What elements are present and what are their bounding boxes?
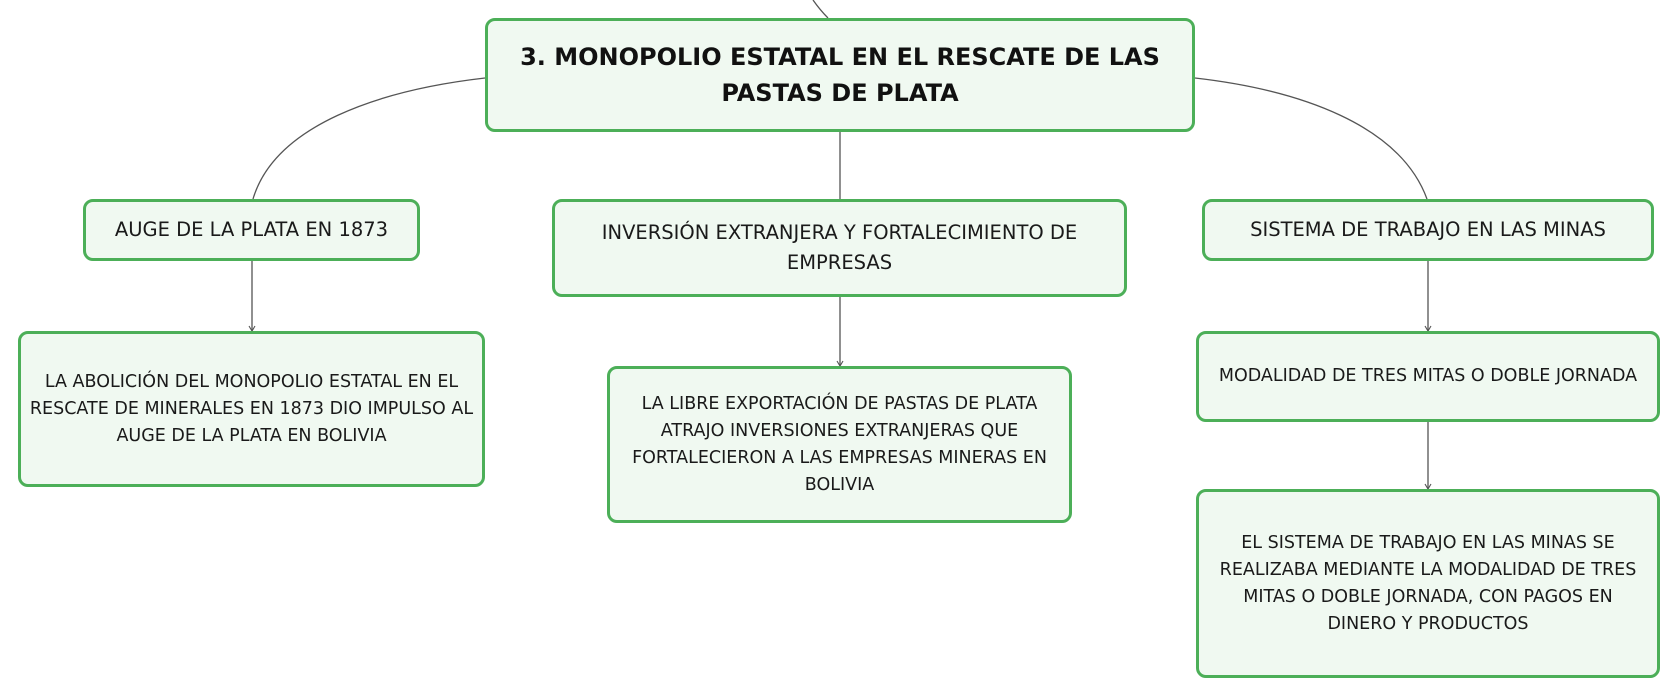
topic-node-auge[interactable] [83,199,420,261]
subtopic-text: MODALIDAD DE TRES MITAS O DOBLE JORNADA [1218,366,1638,386]
subtopic-text: LA LIBRE EXPORTACIÓN DE PASTAS DE PLATA ATRAJO INVERSIONES EXTRANJERAS QUE FORTALECIERON A LAS EMPRESAS MINERAS EN BOLIVIA [632,393,1047,495]
root-topic-node[interactable] [485,18,1195,132]
subtopic-node-modalidad[interactable] [1196,331,1660,422]
topic-node-inversion[interactable] [552,199,1127,297]
subtopic-node-sistema-trabajo[interactable] [1196,489,1660,678]
topic-label: INVERSIÓN EXTRANJERA Y FORTALECIMIENTO DE EMPRESAS [601,221,1078,274]
connector-parent-to-root [813,0,828,18]
topic-label: SISTEMA DE TRABAJO EN LAS MINAS [1250,218,1606,241]
connector-root-to-auge [253,78,485,199]
connector-root-to-sistema [1195,78,1427,199]
root-topic-title: 3. MONOPOLIO ESTATAL EN EL RESCATE DE LAS PASTAS DE PLATA [520,43,1160,107]
subtopic-text: EL SISTEMA DE TRABAJO EN LAS MINAS SE REALIZABA MEDIANTE LA MODALIDAD DE TRES MITAS O DOBLE JORNADA, CON PAGOS EN DINERO Y PRODUCTOS [1219,532,1637,634]
subtopic-node-libre-exportacion[interactable] [607,366,1072,523]
topic-label: AUGE DE LA PLATA EN 1873 [114,218,389,241]
subtopic-text: LA ABOLICIÓN DEL MONOPOLIO ESTATAL EN EL RESCATE DE MINERALES EN 1873 DIO IMPULSO AL AUGE DE LA PLATA EN BOLIVIA [29,371,474,446]
subtopic-node-abolicion[interactable] [18,331,485,487]
topic-node-sistema[interactable] [1202,199,1654,261]
